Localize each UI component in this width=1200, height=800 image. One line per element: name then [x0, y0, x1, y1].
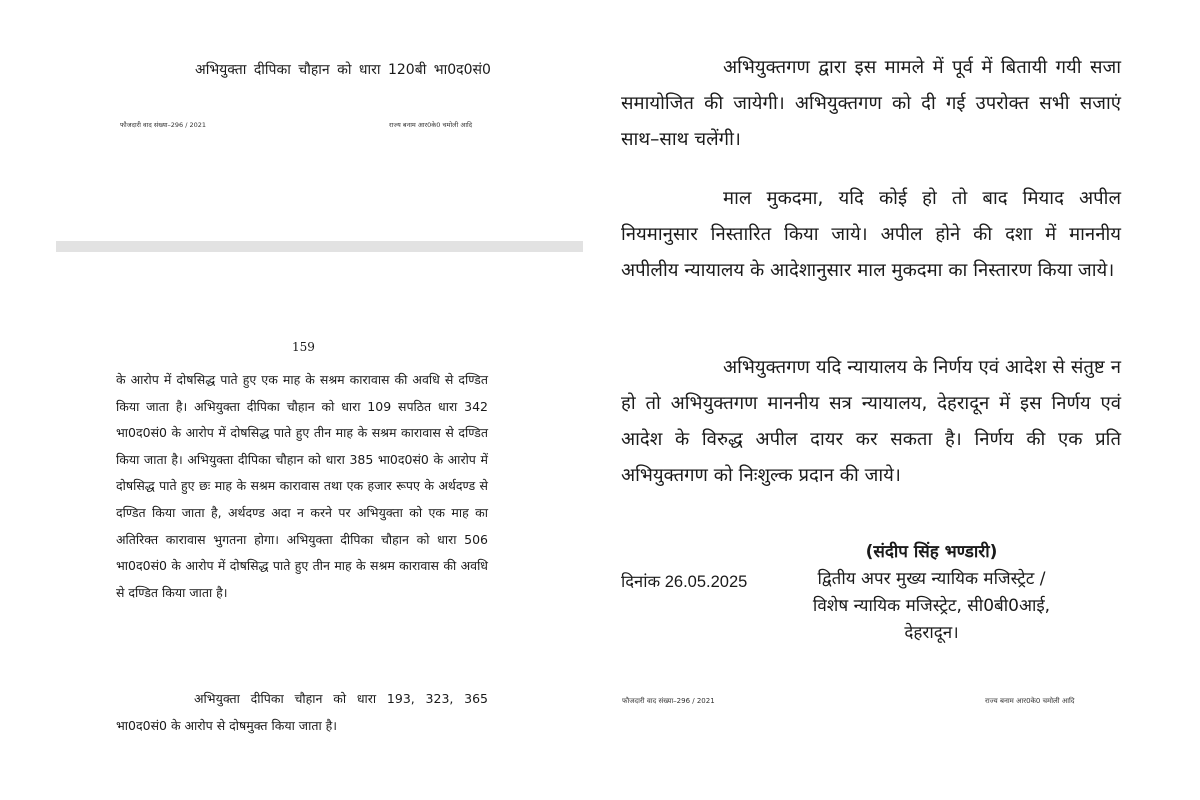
case-number-footer: फौजदारी वाद संख्या–296 / 2021: [120, 121, 207, 129]
section-text-line: अभियुक्ता दीपिका चौहान को धारा 120बी भा0द0सं0: [195, 62, 491, 78]
sentence-adjustment-paragraph: अभियुक्तगण द्वारा इस मामले में पूर्व में बितायी गयी सजा समायोजित की जायेगी। अभियुक्तगण को दी गई उपरोक्त सभी सजाएं साथ–साथ चलेंगी।: [621, 57, 1121, 150]
judgment-date: दिनांक 26.05.2025: [621, 573, 748, 591]
appeal-paragraph: अभियुक्तगण यदि न्यायालय के निर्णय एवं आदेश से संतुष्ट न हो तो अभियुक्तगण माननीय सत्र न्यायालय, देहरादून में इस निर्णय एवं आदेश के विरुद्ध अपील दायर कर सकता है। निर्णय की एक प्रति अभियुक्तगण को निःशुल्क प्रदान की जाये।: [621, 357, 1121, 486]
designation-line: द्वितीय अपर मुख्य न्यायिक मजिस्ट्रेट /: [817, 569, 1046, 589]
case-property-paragraph: माल मुकदमा, यदि कोई हो तो बाद मियाद अपील नियमानुसार निस्तारित किया जाये। अपील होने की दशा में माननीय अपीलीय न्यायालय के आदेशानुसार माल मुकदमा का निस्तारण किया जाये।: [621, 188, 1121, 281]
case-title-footer: राज्य बनाम आर0के0 चमोली आदि: [985, 697, 1075, 705]
page-fragment-top: [0, 0, 600, 240]
acquittal-paragraph: अभियुक्ता दीपिका चौहान को धारा 193, 323, 365 भा0द0सं0 के आरोप से दोषमुक्त किया जाता है।: [116, 691, 488, 733]
case-number-footer: फौजदारी वाद संख्या–296 / 2021: [622, 697, 715, 705]
judge-name: (संदीप सिंह भण्डारी): [865, 542, 998, 562]
signature-block: [790, 539, 1073, 647]
page-number: 159: [292, 340, 315, 354]
case-title-footer: राज्य बनाम आर0के0 चमोली आदि: [389, 121, 473, 129]
designation-line: विशेष न्यायिक मजिस्ट्रेट, सी0बी0आई,: [812, 596, 1051, 616]
court-location: देहरादून।: [904, 623, 959, 643]
sentence-paragraph: के आरोप में दोषसिद्ध पाते हुए एक माह के सश्रम कारावास की अवधि से दण्डित किया जाता है। अभियुक्ता दीपिका चौहान को धारा 109 सपठित धारा 342 भा0द0सं0 के आरोप में दोषसिद्ध पाते हुए तीन माह के सश्रम कारावास से दण्डित किया जाता है। अभियुक्ता दीपिका चौहान को धारा 385 भा0द0सं0 के आरोप में दोषसिद्ध पाते हुए छः माह के सश्रम कारावास तथा एक हजार रूपए के अर्थदण्ड से दण्डित किया जाता है, अर्थदण्ड अदा न करने पर अभियुक्ता को एक माह का अतिरिक्त कारावास भुगतना होगा। अभियुक्ता दीपिका चौहान को धारा 506 भा0द0सं0 के आरोप में दोषसिद्ध पाते हुए तीन माह के सश्रम कारावास की अवधि से दण्डित किया जाता है।: [116, 372, 488, 600]
page-separator: [56, 241, 583, 252]
